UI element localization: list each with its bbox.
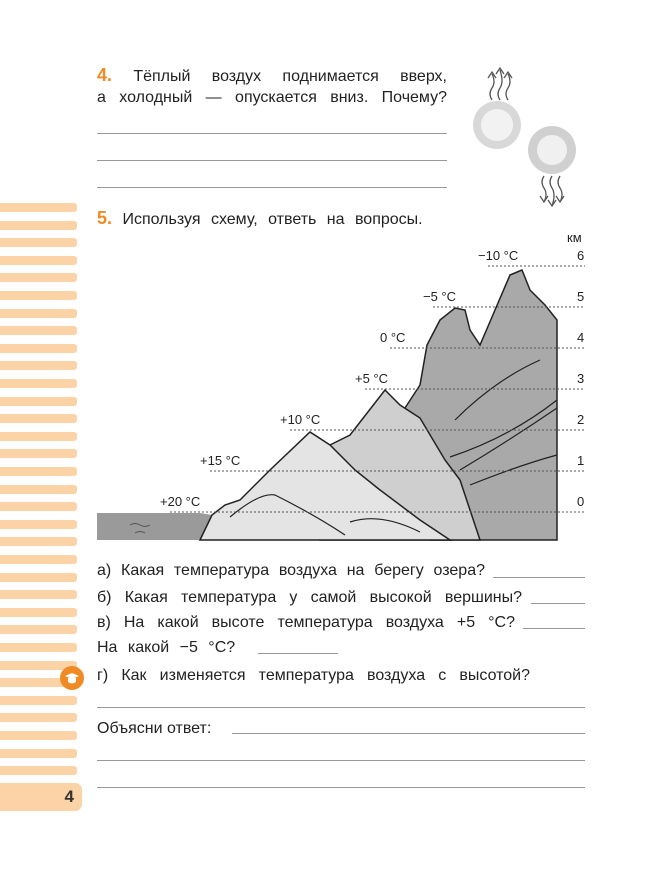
margin-stripe: [0, 573, 77, 582]
altitude-label: 4: [577, 330, 585, 345]
task4-number: 4.: [97, 65, 113, 85]
temperature-label: 0 °C: [380, 330, 406, 345]
temperature-label: +20 °C: [160, 494, 201, 509]
answer-line-v1[interactable]: [523, 628, 585, 629]
lake: [97, 513, 212, 540]
question-a: а) Какая температура воздуха на берегу озера?: [97, 562, 485, 579]
page-number: 4: [64, 787, 74, 806]
temperature-label: +15 °C: [200, 453, 241, 468]
temperature-label: +5 °C: [355, 371, 389, 386]
temperature-label: +10 °C: [280, 412, 321, 427]
answer-line[interactable]: [232, 733, 585, 734]
altitude-label: 1: [577, 453, 585, 468]
margin-stripe: [0, 766, 77, 775]
task4-line2: а холодный — опускается вниз. Почему?: [97, 89, 447, 106]
answer-line[interactable]: [97, 707, 585, 708]
margin-stripe: [0, 731, 77, 740]
unit-label: км: [567, 230, 582, 245]
margin-stripe: [0, 749, 77, 758]
question-b: б) Какая температура у самой высокой вершины?: [97, 589, 522, 606]
temperature-label: −10 °C: [478, 248, 519, 263]
answer-line-b[interactable]: [531, 603, 585, 604]
explain-label: Объясни ответ:: [97, 720, 212, 737]
margin-stripe: [0, 625, 77, 634]
margin-stripe: [0, 608, 77, 617]
question-v1: в) На какой высоте температура воздуха +5 °C?: [97, 614, 515, 631]
page-number-tab: [0, 783, 82, 811]
margin-stripe: [0, 590, 77, 599]
altitude-label: 0: [577, 494, 585, 509]
margin-stripe: [0, 713, 77, 722]
task5-text: Используя схему, ответь на вопросы.: [122, 211, 423, 228]
answer-line[interactable]: [97, 787, 585, 788]
answer-line-a[interactable]: [493, 577, 585, 578]
question-v2: На какой −5 °C?: [97, 639, 236, 656]
altitude-label: 5: [577, 289, 585, 304]
margin-stripe: [0, 643, 77, 652]
answer-line[interactable]: [97, 760, 585, 761]
task5-number: 5.: [97, 208, 113, 228]
altitude-label: 2: [577, 412, 585, 427]
task4-text1: Тёплый воздух поднимается вверх,: [133, 68, 447, 85]
altitude-label: 3: [577, 371, 585, 386]
answer-line-v2[interactable]: [258, 653, 338, 654]
temperature-label: −5 °C: [423, 289, 457, 304]
altitude-label: 6: [577, 248, 585, 263]
graduation-cap-icon: [60, 666, 84, 690]
margin-stripe: [0, 696, 77, 705]
question-g: г) Как изменяется температура воздуха с высотой?: [97, 667, 530, 684]
